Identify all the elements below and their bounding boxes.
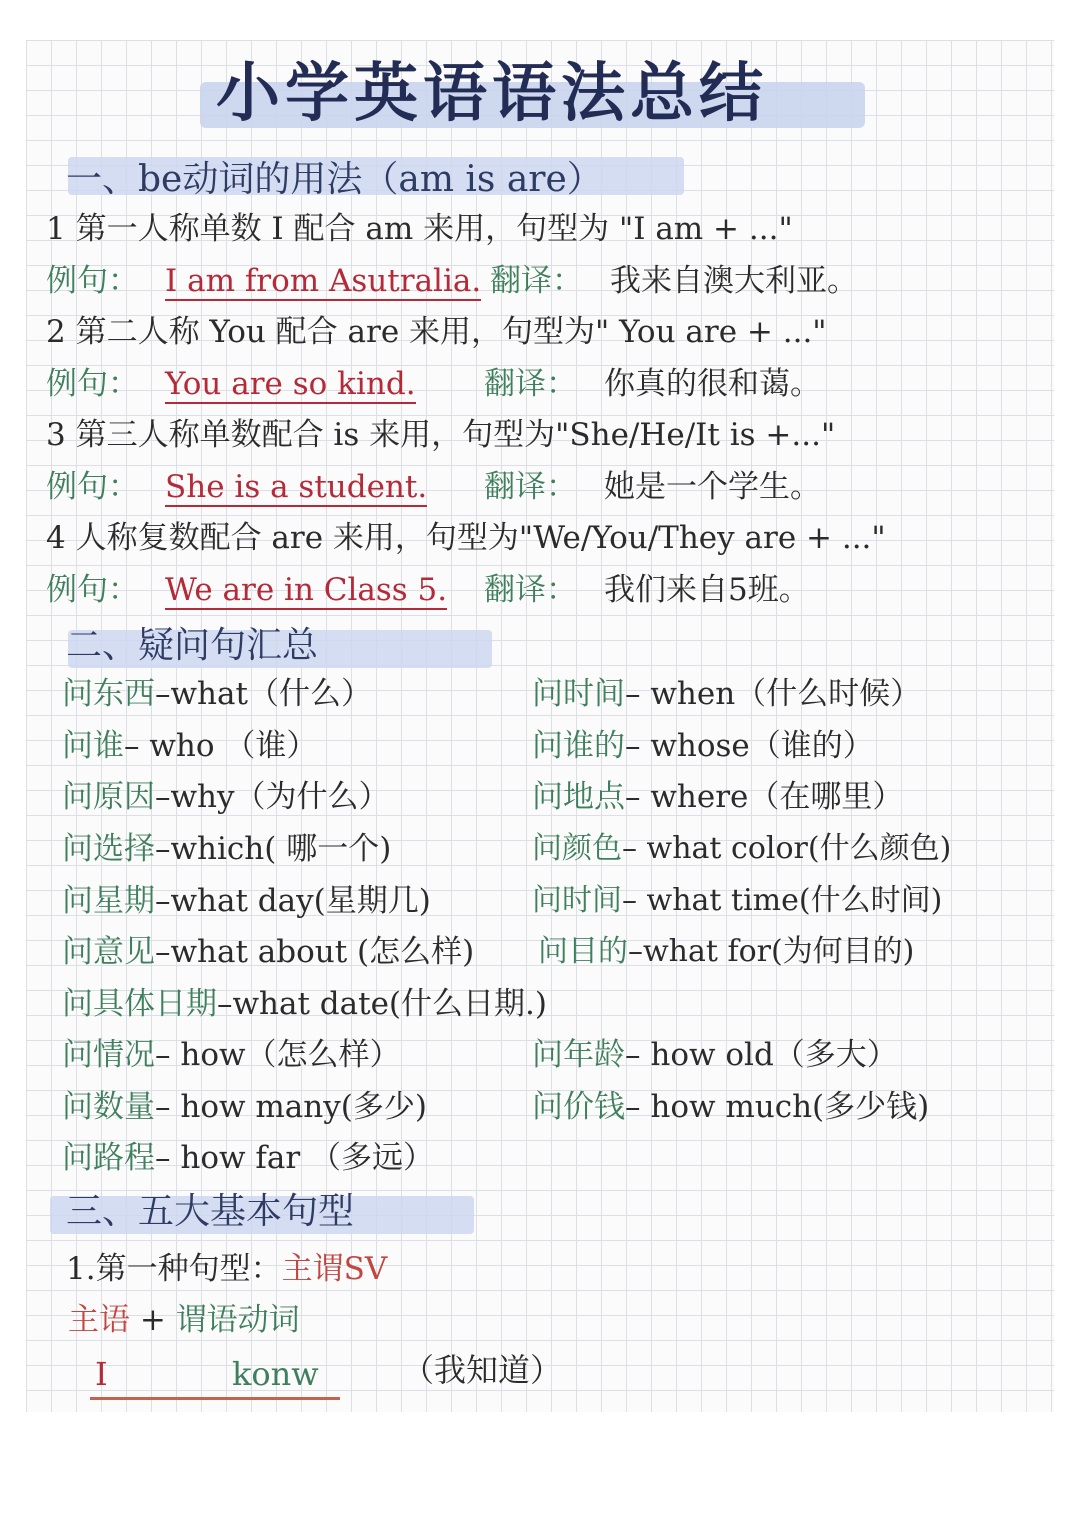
translation-label-3: 翻译： — [484, 469, 577, 505]
example-3: She is a student. — [165, 469, 428, 505]
formula-line: 主语 + 谓语动词 — [68, 1302, 300, 1338]
example-underline — [90, 1397, 340, 1400]
rule-1: 1 第一人称单数 I 配合 am 来用，句型为 "I am + ..." — [46, 211, 793, 247]
question-item: 问选择–which( 哪一个) — [62, 831, 392, 867]
question-item: 问时间– what time(什么时间) — [532, 883, 943, 918]
question-item: 问谁的– whose（谁的） — [532, 728, 874, 764]
translation-2: 你真的很和蔼。 — [604, 366, 821, 402]
question-item: 问地点– where（在哪里） — [532, 779, 904, 815]
section2-heading: 二、疑问句汇总 — [66, 625, 319, 666]
example-subject: I — [95, 1355, 108, 1393]
translation-3: 她是一个学生。 — [604, 469, 821, 505]
example-translation: （我知道） — [402, 1351, 563, 1389]
question-item: 问原因–why（为什么） — [62, 779, 390, 815]
rule-2: 2 第二人称 You 配合 are 来用，句型为" You are + ..." — [46, 314, 827, 350]
translation-4: 我们来自5班。 — [604, 572, 810, 608]
question-item: 问数量– how many(多少) — [62, 1089, 427, 1125]
pattern-line: 1.第一种句型：主谓SV — [66, 1251, 388, 1287]
rule-4: 4 人称复数配合 are 来用，句型为"We/You/They are + ..." — [46, 520, 886, 556]
example-1: I am from Asutralia. — [165, 263, 482, 299]
translation-label-4: 翻译： — [484, 572, 577, 608]
question-item: 问颜色– what color(什么颜色) — [532, 831, 952, 866]
question-item: 问目的–what for(为何目的) — [538, 934, 915, 969]
example-verb: konw — [232, 1355, 319, 1393]
question-item: 问谁– who （谁） — [62, 728, 318, 764]
section3-heading: 三、五大基本句型 — [66, 1191, 355, 1232]
example-4: We are in Class 5. — [165, 572, 448, 608]
question-item: 问东西–what（什么） — [62, 676, 372, 712]
section1-heading: 一、be动词的用法（am is are） — [66, 159, 603, 200]
translation-1: 我来自澳大利亚。 — [610, 263, 858, 299]
question-item: 问路程– how far （多远） — [62, 1140, 434, 1176]
example-label-1: 例句： — [46, 263, 139, 299]
translation-label-2: 翻译： — [484, 366, 577, 402]
question-item: 问年龄– how old（多大） — [532, 1037, 898, 1073]
example-label-2: 例句： — [46, 366, 139, 402]
example-label-3: 例句： — [46, 469, 139, 505]
rule-3: 3 第三人称单数配合 is 来用，句型为"She/He/It is +..." — [46, 417, 836, 453]
question-item: 问意见–what about (怎么样) — [62, 934, 475, 970]
question-item: 问时间– when（什么时候） — [532, 676, 922, 712]
translation-label-1: 翻译： — [490, 263, 583, 299]
example-label-4: 例句： — [46, 572, 139, 608]
question-item: 问具体日期–what date(什么日期.) — [62, 986, 547, 1022]
question-item: 问价钱– how much(多少钱) — [532, 1089, 930, 1125]
page-title: 小学英语语法总结 — [216, 56, 768, 131]
question-item: 问情况– how（怎么样） — [62, 1037, 401, 1073]
example-2: You are so kind. — [165, 366, 416, 402]
question-item: 问星期–what day(星期几) — [62, 883, 431, 919]
